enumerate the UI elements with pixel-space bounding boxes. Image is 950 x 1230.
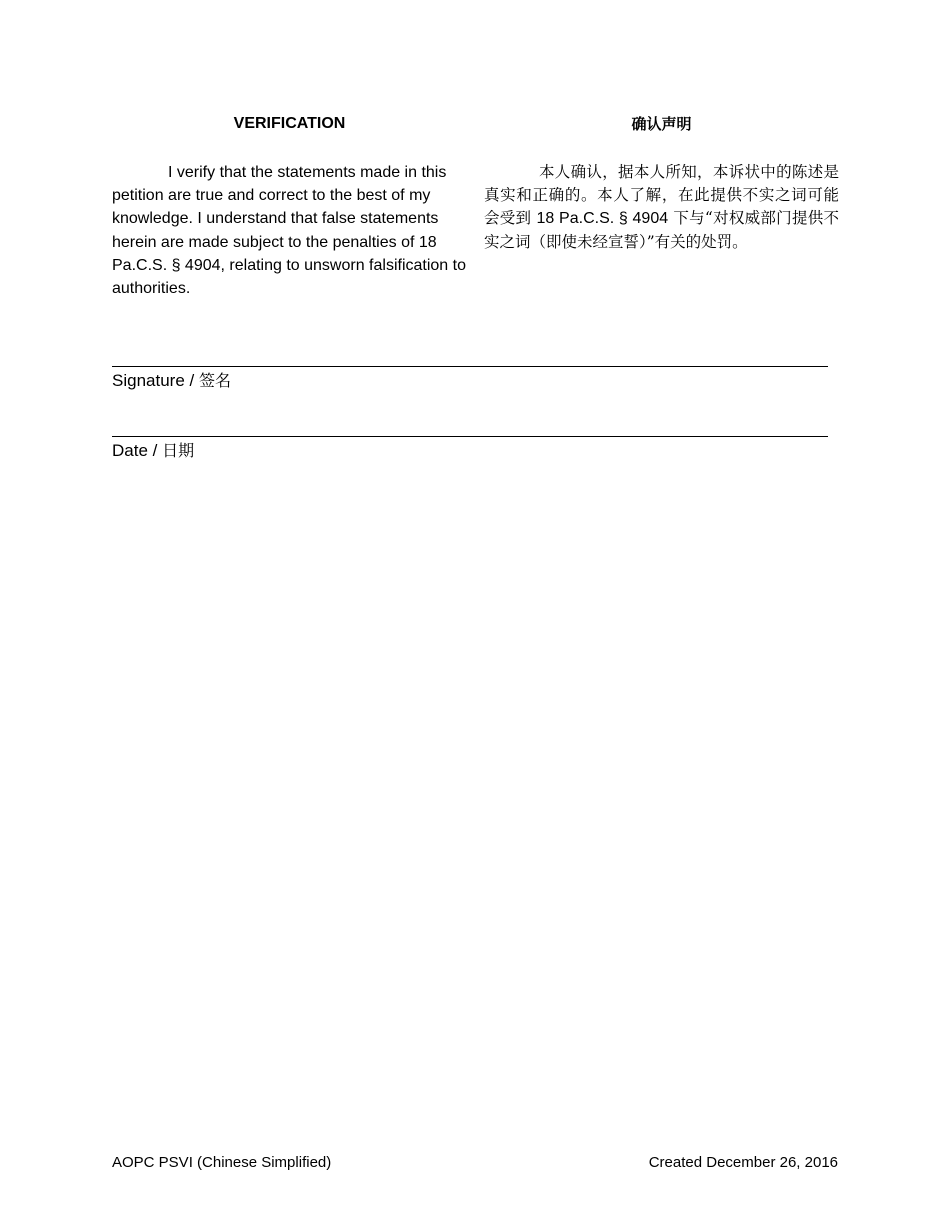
verification-statement-chinese-part2: 下与“对权威部门提供不实之词（即使未经宣誓）”有关的处罚。 (484, 209, 839, 251)
verification-heading-chinese: 确认声明 (631, 115, 692, 133)
signature-label (112, 370, 828, 392)
verification-statement-chinese-part1: 本人确认，据本人所知，本诉状中的陈述是真实和正确的。本人了解，在此提供不实之词可能会受到 (484, 163, 839, 228)
signature-line[interactable] (112, 352, 828, 367)
date-line[interactable] (112, 422, 828, 437)
statute-citation: 18 Pa.C.S. § 4904 (536, 210, 669, 228)
footer-created-date: Created December 26, 2016 (648, 1154, 838, 1171)
footer-form-id: AOPC PSVI (Chinese Simplified) (112, 1154, 332, 1171)
signature-label-chinese: 签名 (198, 371, 231, 390)
signature-label-english: Signature / (112, 371, 199, 390)
date-label-english: Date / (112, 441, 163, 460)
verification-chinese-column (484, 113, 839, 254)
date-label (112, 440, 828, 462)
verification-english-column (112, 113, 467, 300)
verification-heading-english: VERIFICATION (233, 115, 346, 132)
signature-block (112, 352, 828, 392)
date-block (112, 422, 828, 462)
date-label-chinese: 日期 (162, 441, 195, 460)
verification-statement-chinese (484, 161, 839, 254)
verification-statement-english: I verify that the statements made in this petition are true and correct to the best of my knowledge. I understand that false statements herein are made subject to the penalties of 18 Pa.C.S. § 4904, relating to unsworn falsification to authorities. (112, 164, 466, 298)
